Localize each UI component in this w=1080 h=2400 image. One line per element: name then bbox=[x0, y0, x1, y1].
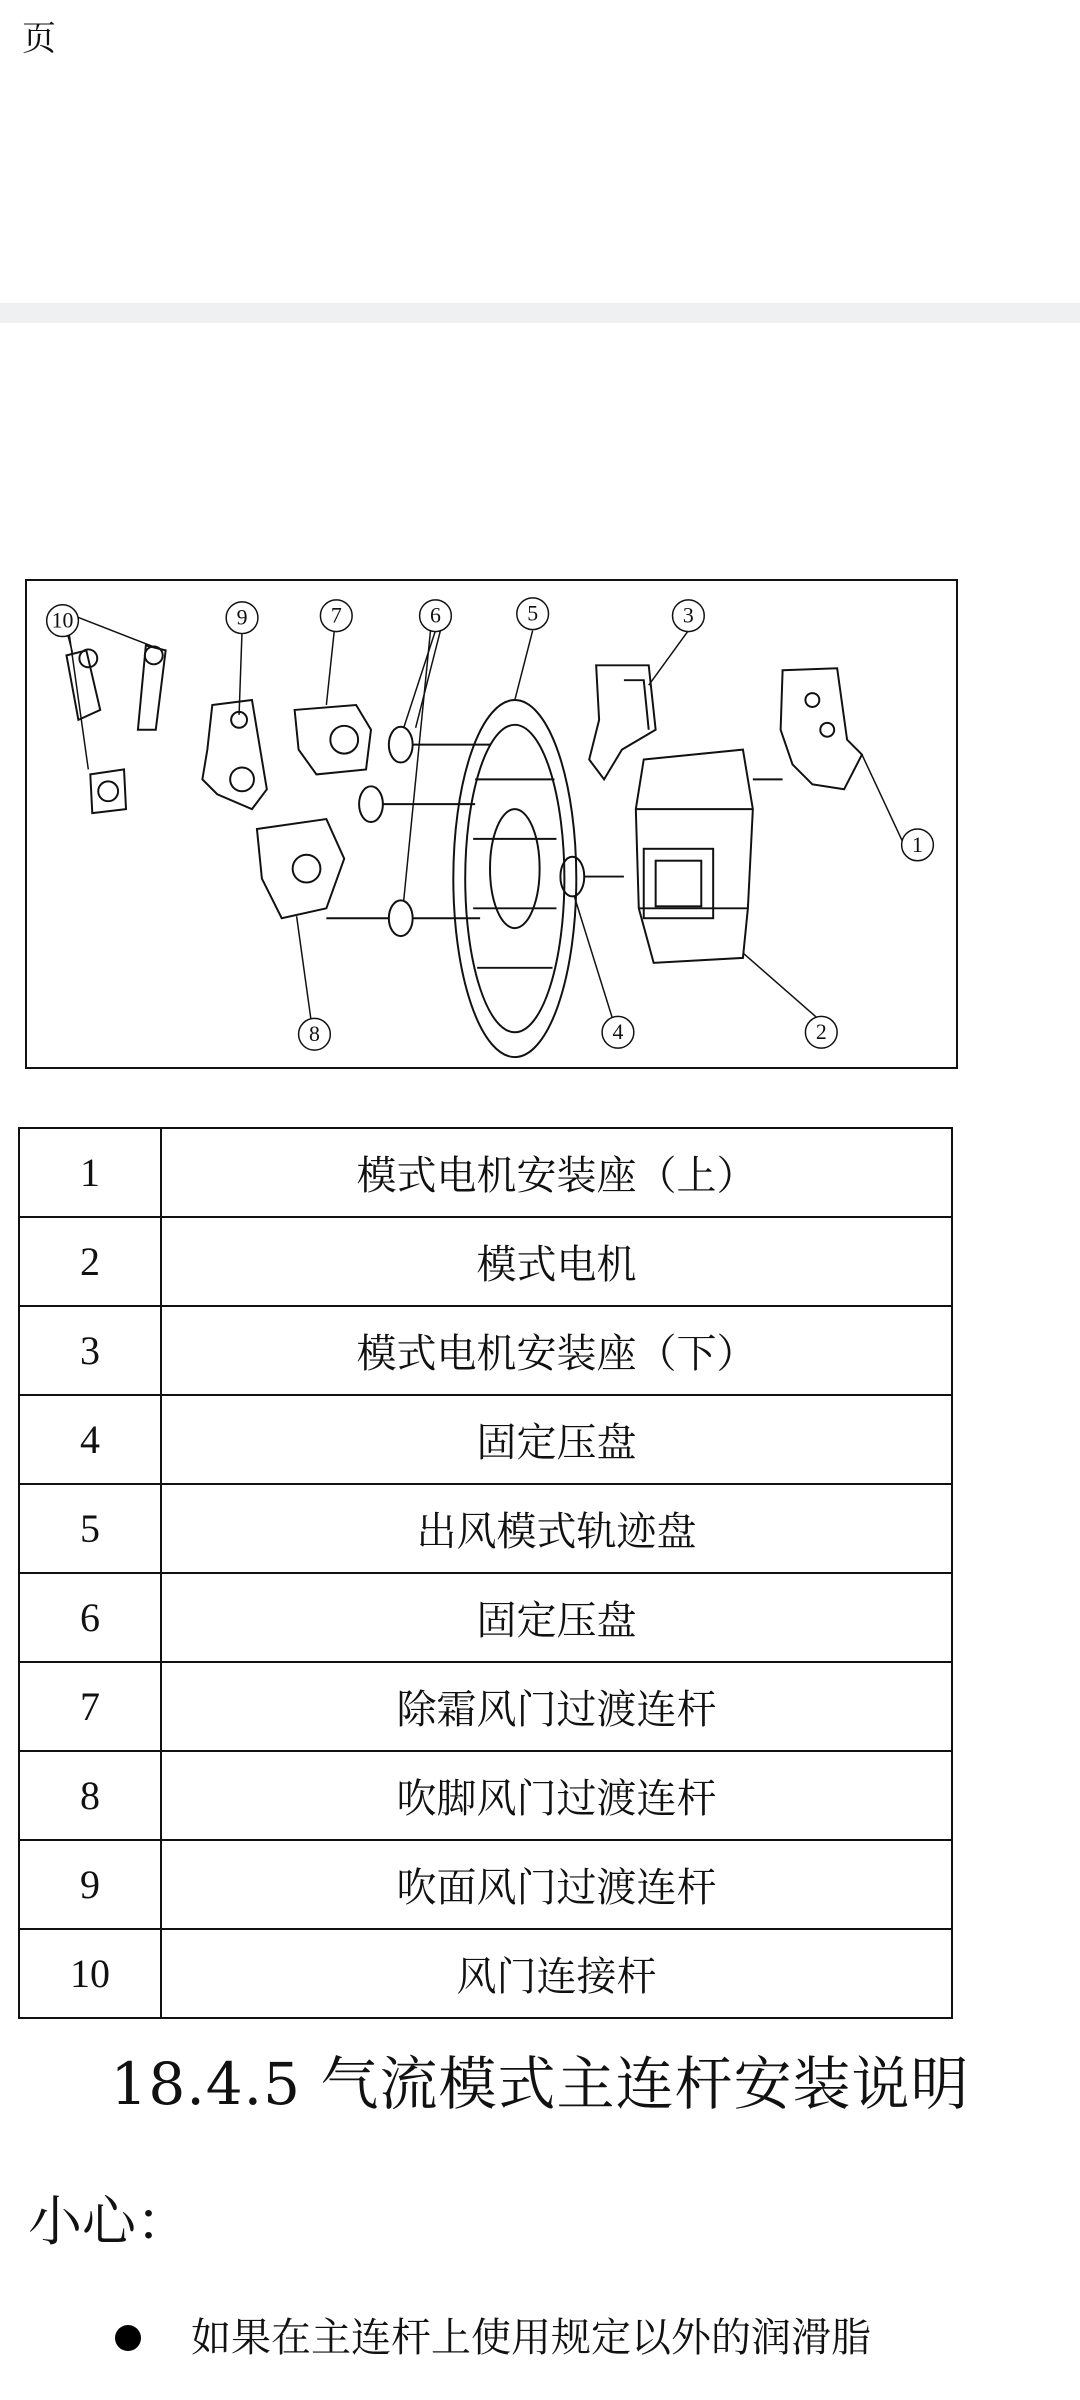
bullet-icon bbox=[115, 2325, 141, 2351]
part-number: 6 bbox=[19, 1573, 161, 1662]
callout-4 bbox=[602, 1016, 634, 1048]
page-separator bbox=[0, 303, 1080, 323]
svg-text:4: 4 bbox=[612, 1020, 624, 1045]
caution-text: 如果在主连杆上使用规定以外的润滑脂 bbox=[191, 2315, 871, 2361]
part-number: 2 bbox=[19, 1217, 161, 1306]
part-name: 除霜风门过渡连杆 bbox=[161, 1662, 952, 1751]
table-row bbox=[19, 1573, 952, 1662]
svg-text:10: 10 bbox=[51, 608, 74, 633]
part-1-upper-mount bbox=[781, 668, 862, 789]
callout-7 bbox=[320, 600, 352, 632]
part-name: 模式电机 bbox=[161, 1217, 952, 1306]
callout-5 bbox=[517, 598, 549, 630]
table-row bbox=[19, 1751, 952, 1840]
section-heading: 18.4.5 气流模式主连杆安装说明 bbox=[110, 2050, 970, 2118]
part-name: 模式电机安装座（上） bbox=[161, 1128, 952, 1217]
svg-text:2: 2 bbox=[815, 1020, 827, 1045]
svg-text:6: 6 bbox=[430, 603, 441, 628]
part-5-track-disc bbox=[453, 700, 576, 1057]
part-name: 吹脚风门过渡连杆 bbox=[161, 1751, 952, 1840]
part-number: 7 bbox=[19, 1662, 161, 1751]
svg-text:8: 8 bbox=[309, 1022, 320, 1047]
part-name: 风门连接杆 bbox=[161, 1929, 952, 2018]
table-row bbox=[19, 1217, 952, 1306]
svg-text:3: 3 bbox=[682, 603, 694, 628]
svg-text:7: 7 bbox=[330, 603, 342, 628]
part-7-defrost-link bbox=[295, 705, 371, 774]
part-10-link-rods bbox=[66, 645, 165, 813]
part-number: 1 bbox=[19, 1128, 161, 1217]
parts-table bbox=[18, 1127, 953, 2019]
part-number: 4 bbox=[19, 1395, 161, 1484]
table-row bbox=[19, 1929, 952, 2018]
svg-text:5: 5 bbox=[527, 601, 539, 626]
leader-lines bbox=[65, 617, 904, 1024]
table-row bbox=[19, 1395, 952, 1484]
table-row bbox=[19, 1128, 952, 1217]
part-name: 固定压盘 bbox=[161, 1573, 952, 1662]
part-3-lower-mount bbox=[589, 665, 655, 779]
table-row bbox=[19, 1840, 952, 1929]
svg-text:1: 1 bbox=[912, 832, 923, 857]
table-row bbox=[19, 1306, 952, 1395]
part-8-foot-link bbox=[257, 819, 344, 918]
table-row bbox=[19, 1662, 952, 1751]
callout-1 bbox=[902, 829, 934, 861]
part-number: 10 bbox=[19, 1929, 161, 2018]
part-number: 9 bbox=[19, 1840, 161, 1929]
exploded-view-drawing bbox=[27, 581, 956, 1067]
callout-8 bbox=[299, 1018, 331, 1050]
part-number: 3 bbox=[19, 1306, 161, 1395]
callout-2 bbox=[805, 1016, 837, 1048]
callout-10 bbox=[47, 605, 79, 637]
part-2-motor bbox=[636, 750, 783, 963]
table-row bbox=[19, 1484, 952, 1573]
part-name: 出风模式轨迹盘 bbox=[161, 1484, 952, 1573]
part-number: 8 bbox=[19, 1751, 161, 1840]
part-name: 模式电机安装座（下） bbox=[161, 1306, 952, 1395]
list-item bbox=[115, 2315, 871, 2361]
exploded-view-figure bbox=[25, 579, 958, 1069]
part-name: 固定压盘 bbox=[161, 1395, 952, 1484]
part-number: 5 bbox=[19, 1484, 161, 1573]
callout-3 bbox=[673, 600, 705, 632]
part-4-disc bbox=[560, 857, 623, 897]
callout-6 bbox=[420, 600, 452, 632]
page-header-label: 页 bbox=[22, 19, 56, 59]
caution-label: 小心： bbox=[28, 2190, 190, 2253]
svg-text:9: 9 bbox=[236, 605, 248, 630]
part-name: 吹面风门过渡连杆 bbox=[161, 1840, 952, 1929]
callout-9 bbox=[226, 602, 258, 634]
part-9-face-link bbox=[202, 700, 266, 809]
